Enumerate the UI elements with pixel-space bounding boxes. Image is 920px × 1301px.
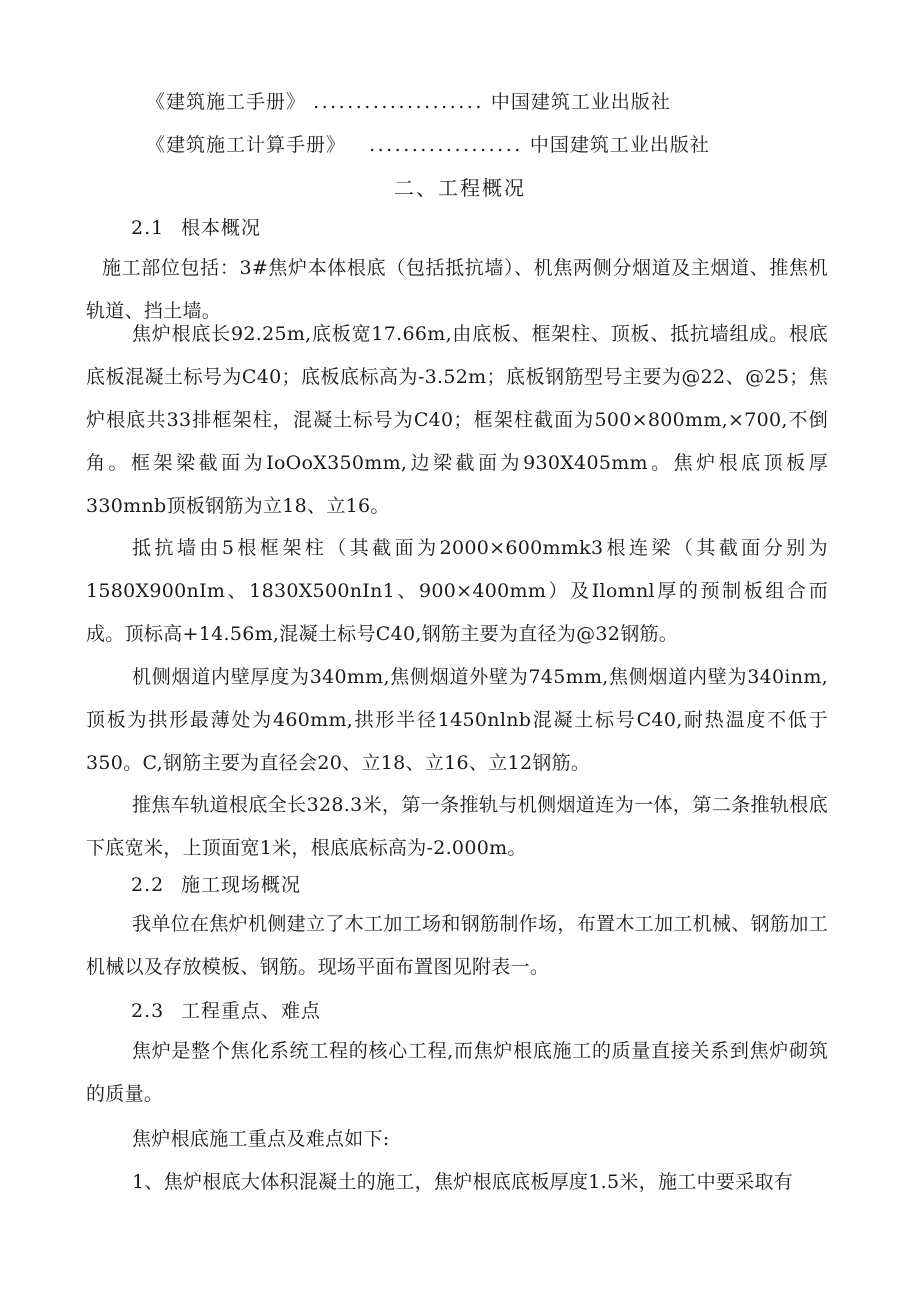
section-number: 2.3	[131, 1000, 165, 1022]
paragraph: 焦炉根底长92.25m,底板宽17.66m,由底板、框架柱、顶板、抵抗墙组成。根底底板混凝土标号为C40；底板底标高为-3.52m；底板钢筋型号主要为@22、@25；焦炉根底共33排框架柱，混凝土标号为C40；框架柱截面为500×800mm,×700,不倒角。框架梁截面为IoOoX350mm,边梁截面为930X405mm。焦炉根底顶板厚330mnb顶板钢筋为立18、立16。	[86, 323, 828, 517]
section-number: 2.1	[131, 217, 165, 239]
reference-publisher: 中国建筑工业出版社	[529, 134, 710, 156]
paragraph: 焦炉根底施工重点及难点如下:	[132, 1128, 390, 1150]
section-heading	[131, 996, 321, 1023]
paragraph: 焦炉是整个焦化系统工程的核心工程,而焦炉根底施工的质量直接关系到焦炉砌筑的质量。	[86, 1040, 828, 1105]
reference-title: 《建筑施工手册》	[146, 91, 307, 113]
section-title: 根本概况	[181, 217, 262, 239]
paragraph: 推焦车轨道根底全长328.3米，第一条推轨与机侧烟道连为一体，第二条推轨根底下底宽米，上顶面宽1米，根底底标高为-2.000m。	[86, 794, 828, 859]
reference-leader-dots: ..................	[369, 134, 523, 156]
section-heading	[131, 213, 261, 240]
paragraph: 施工部位包括：3#焦炉本体根底（包括抵抗墙）、机焦两侧分烟道及主烟道、推焦机轨道、挡土墙。	[86, 257, 828, 322]
reference-line	[146, 87, 671, 114]
paragraph: 机侧烟道内壁厚度为340mm,焦侧烟道外壁为745mm,焦侧烟道内壁为340inm,顶板为拱形最薄处为460mm,拱形半径1450nlnb混凝土标号C40,耐热温度不低于350。C,钢筋主要为直径会20、立18、立16、立12钢筋。	[86, 666, 828, 774]
chapter-title: 二、工程概况	[394, 176, 526, 200]
paragraph: 1、焦炉根底大体积混凝土的施工，焦炉根底底板厚度1.5米，施工中要采取有	[132, 1171, 794, 1193]
reference-publisher: 中国建筑工业出版社	[490, 91, 671, 113]
paragraph: 抵抗墙由5根框架柱（其截面为2000×600mmk3根连梁（其截面分别为1580X900nIm、1830X500nIn1、900×400mm）及Ilomnl厚的预制板组合而成。顶标高+14.56m,混凝土标号C40,钢筋主要为直径为@32钢筋。	[86, 537, 828, 645]
reference-title: 《建筑施工计算手册》	[146, 134, 347, 156]
paragraph: 我单位在焦炉机侧建立了木工加工场和钢筋制作场，布置木工加工机械、钢筋加工机械以及存放模板、钢筋。现场平面布置图见附表一。	[86, 913, 828, 978]
section-heading	[131, 870, 301, 897]
reference-line	[146, 130, 710, 157]
reference-leader-dots: ....................	[313, 91, 484, 113]
section-title: 工程重点、难点	[181, 1000, 322, 1022]
section-number: 2.2	[131, 874, 165, 896]
section-title: 施工现场概况	[181, 874, 302, 896]
